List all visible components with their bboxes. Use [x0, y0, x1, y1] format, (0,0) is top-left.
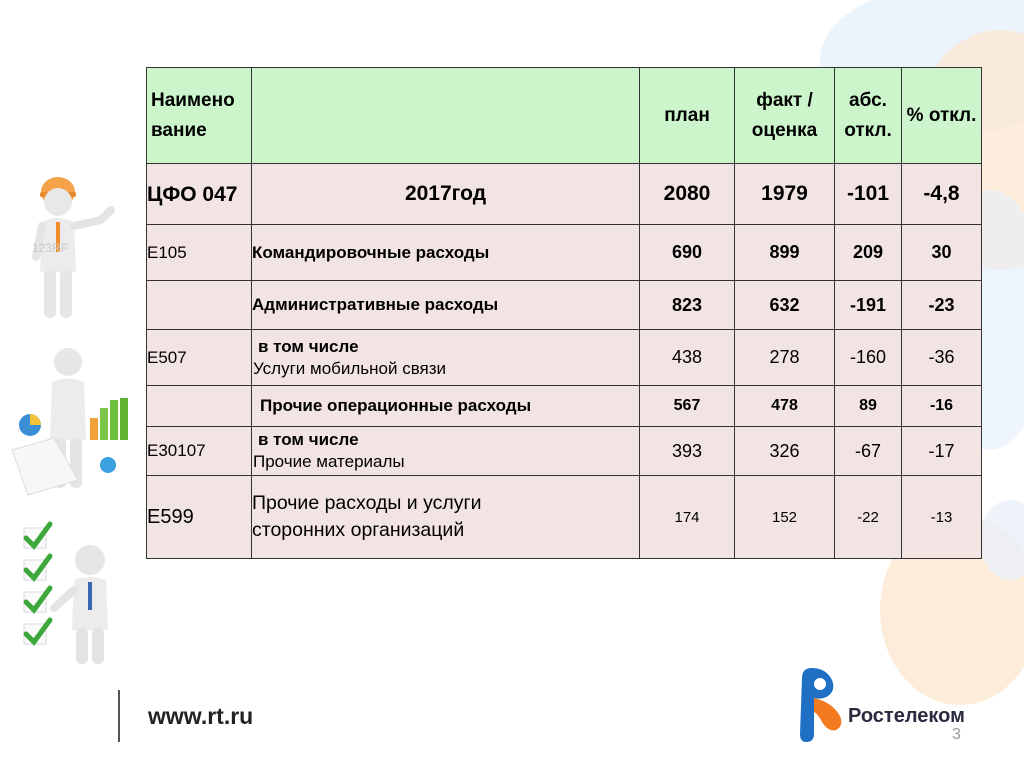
table-row — [147, 281, 982, 330]
header-fact: факт / оценка — [735, 68, 835, 164]
row-abs: 89 — [835, 386, 902, 427]
total-abs: -101 — [835, 164, 902, 225]
table-row — [147, 330, 982, 386]
row-plan: 690 — [640, 225, 735, 281]
row-pct: -13 — [902, 476, 982, 559]
row-name-line2: сторонних организаций — [252, 519, 465, 541]
person-with-charts-icon — [8, 340, 138, 505]
total-year: 2017год — [252, 164, 640, 225]
row-plan: 823 — [640, 281, 735, 330]
website-link[interactable]: www.rt.ru — [148, 703, 254, 729]
row-name — [252, 330, 640, 386]
row-code — [147, 386, 252, 427]
table-row — [147, 225, 982, 281]
brand-name: Ростелеком — [848, 705, 965, 727]
row-pct: 30 — [902, 225, 982, 281]
svg-text:123RF: 123RF — [32, 241, 69, 255]
row-pct: -17 — [902, 427, 982, 476]
header-plan: план — [640, 68, 735, 164]
total-fact: 1979 — [735, 164, 835, 225]
row-fact: 899 — [735, 225, 835, 281]
row-name — [252, 427, 640, 476]
row-plan: 393 — [640, 427, 735, 476]
row-name: Прочие операционные расходы — [252, 386, 640, 427]
rostelecom-logo-icon — [792, 664, 848, 748]
row-name: Административные расходы — [252, 281, 640, 330]
row-abs: -22 — [835, 476, 902, 559]
budget-table — [146, 67, 982, 559]
row-name-line1: в том числе — [258, 336, 359, 356]
row-fact: 278 — [735, 330, 835, 386]
row-name-line1: в том числе — [258, 430, 359, 449]
page-number: 3 — [952, 726, 961, 743]
row-name: Командировочные расходы — [252, 225, 640, 281]
row-plan: 567 — [640, 386, 735, 427]
row-plan: 438 — [640, 330, 735, 386]
row-code: Е105 — [147, 225, 252, 281]
row-fact: 152 — [735, 476, 835, 559]
row-name — [252, 476, 640, 559]
worker-with-helmet-icon — [26, 162, 126, 327]
row-abs: -160 — [835, 330, 902, 386]
footer-divider — [118, 690, 120, 742]
budget-table-container — [146, 67, 982, 559]
row-pct: -36 — [902, 330, 982, 386]
header-item — [252, 68, 640, 164]
header-pct-deviation: % откл. — [902, 68, 982, 164]
row-fact: 632 — [735, 281, 835, 330]
row-name-line2: Прочие материалы — [253, 452, 405, 471]
row-name-line2: Услуги мобильной связи — [253, 358, 447, 378]
row-abs: -67 — [835, 427, 902, 476]
row-plan: 174 — [640, 476, 735, 559]
row-name-line1: Прочие расходы и услуги — [252, 492, 482, 514]
total-plan: 2080 — [640, 164, 735, 225]
table-row-total — [147, 164, 982, 225]
table-header-row — [147, 68, 982, 164]
header-abs-deviation: абс. откл. — [835, 68, 902, 164]
person-with-checklist-icon — [18, 520, 128, 670]
row-fact: 478 — [735, 386, 835, 427]
row-pct: -23 — [902, 281, 982, 330]
header-name: Наимено вание — [147, 68, 252, 164]
table-row — [147, 386, 982, 427]
row-abs: 209 — [835, 225, 902, 281]
row-code: Е599 — [147, 476, 252, 559]
row-abs: -191 — [835, 281, 902, 330]
total-pct: -4,8 — [902, 164, 982, 225]
total-code: ЦФО 047 — [147, 164, 252, 225]
row-code: Е507 — [147, 330, 252, 386]
table-row — [147, 427, 982, 476]
row-code: Е30107 — [147, 427, 252, 476]
row-pct: -16 — [902, 386, 982, 427]
row-fact: 326 — [735, 427, 835, 476]
table-row — [147, 476, 982, 559]
row-code — [147, 281, 252, 330]
